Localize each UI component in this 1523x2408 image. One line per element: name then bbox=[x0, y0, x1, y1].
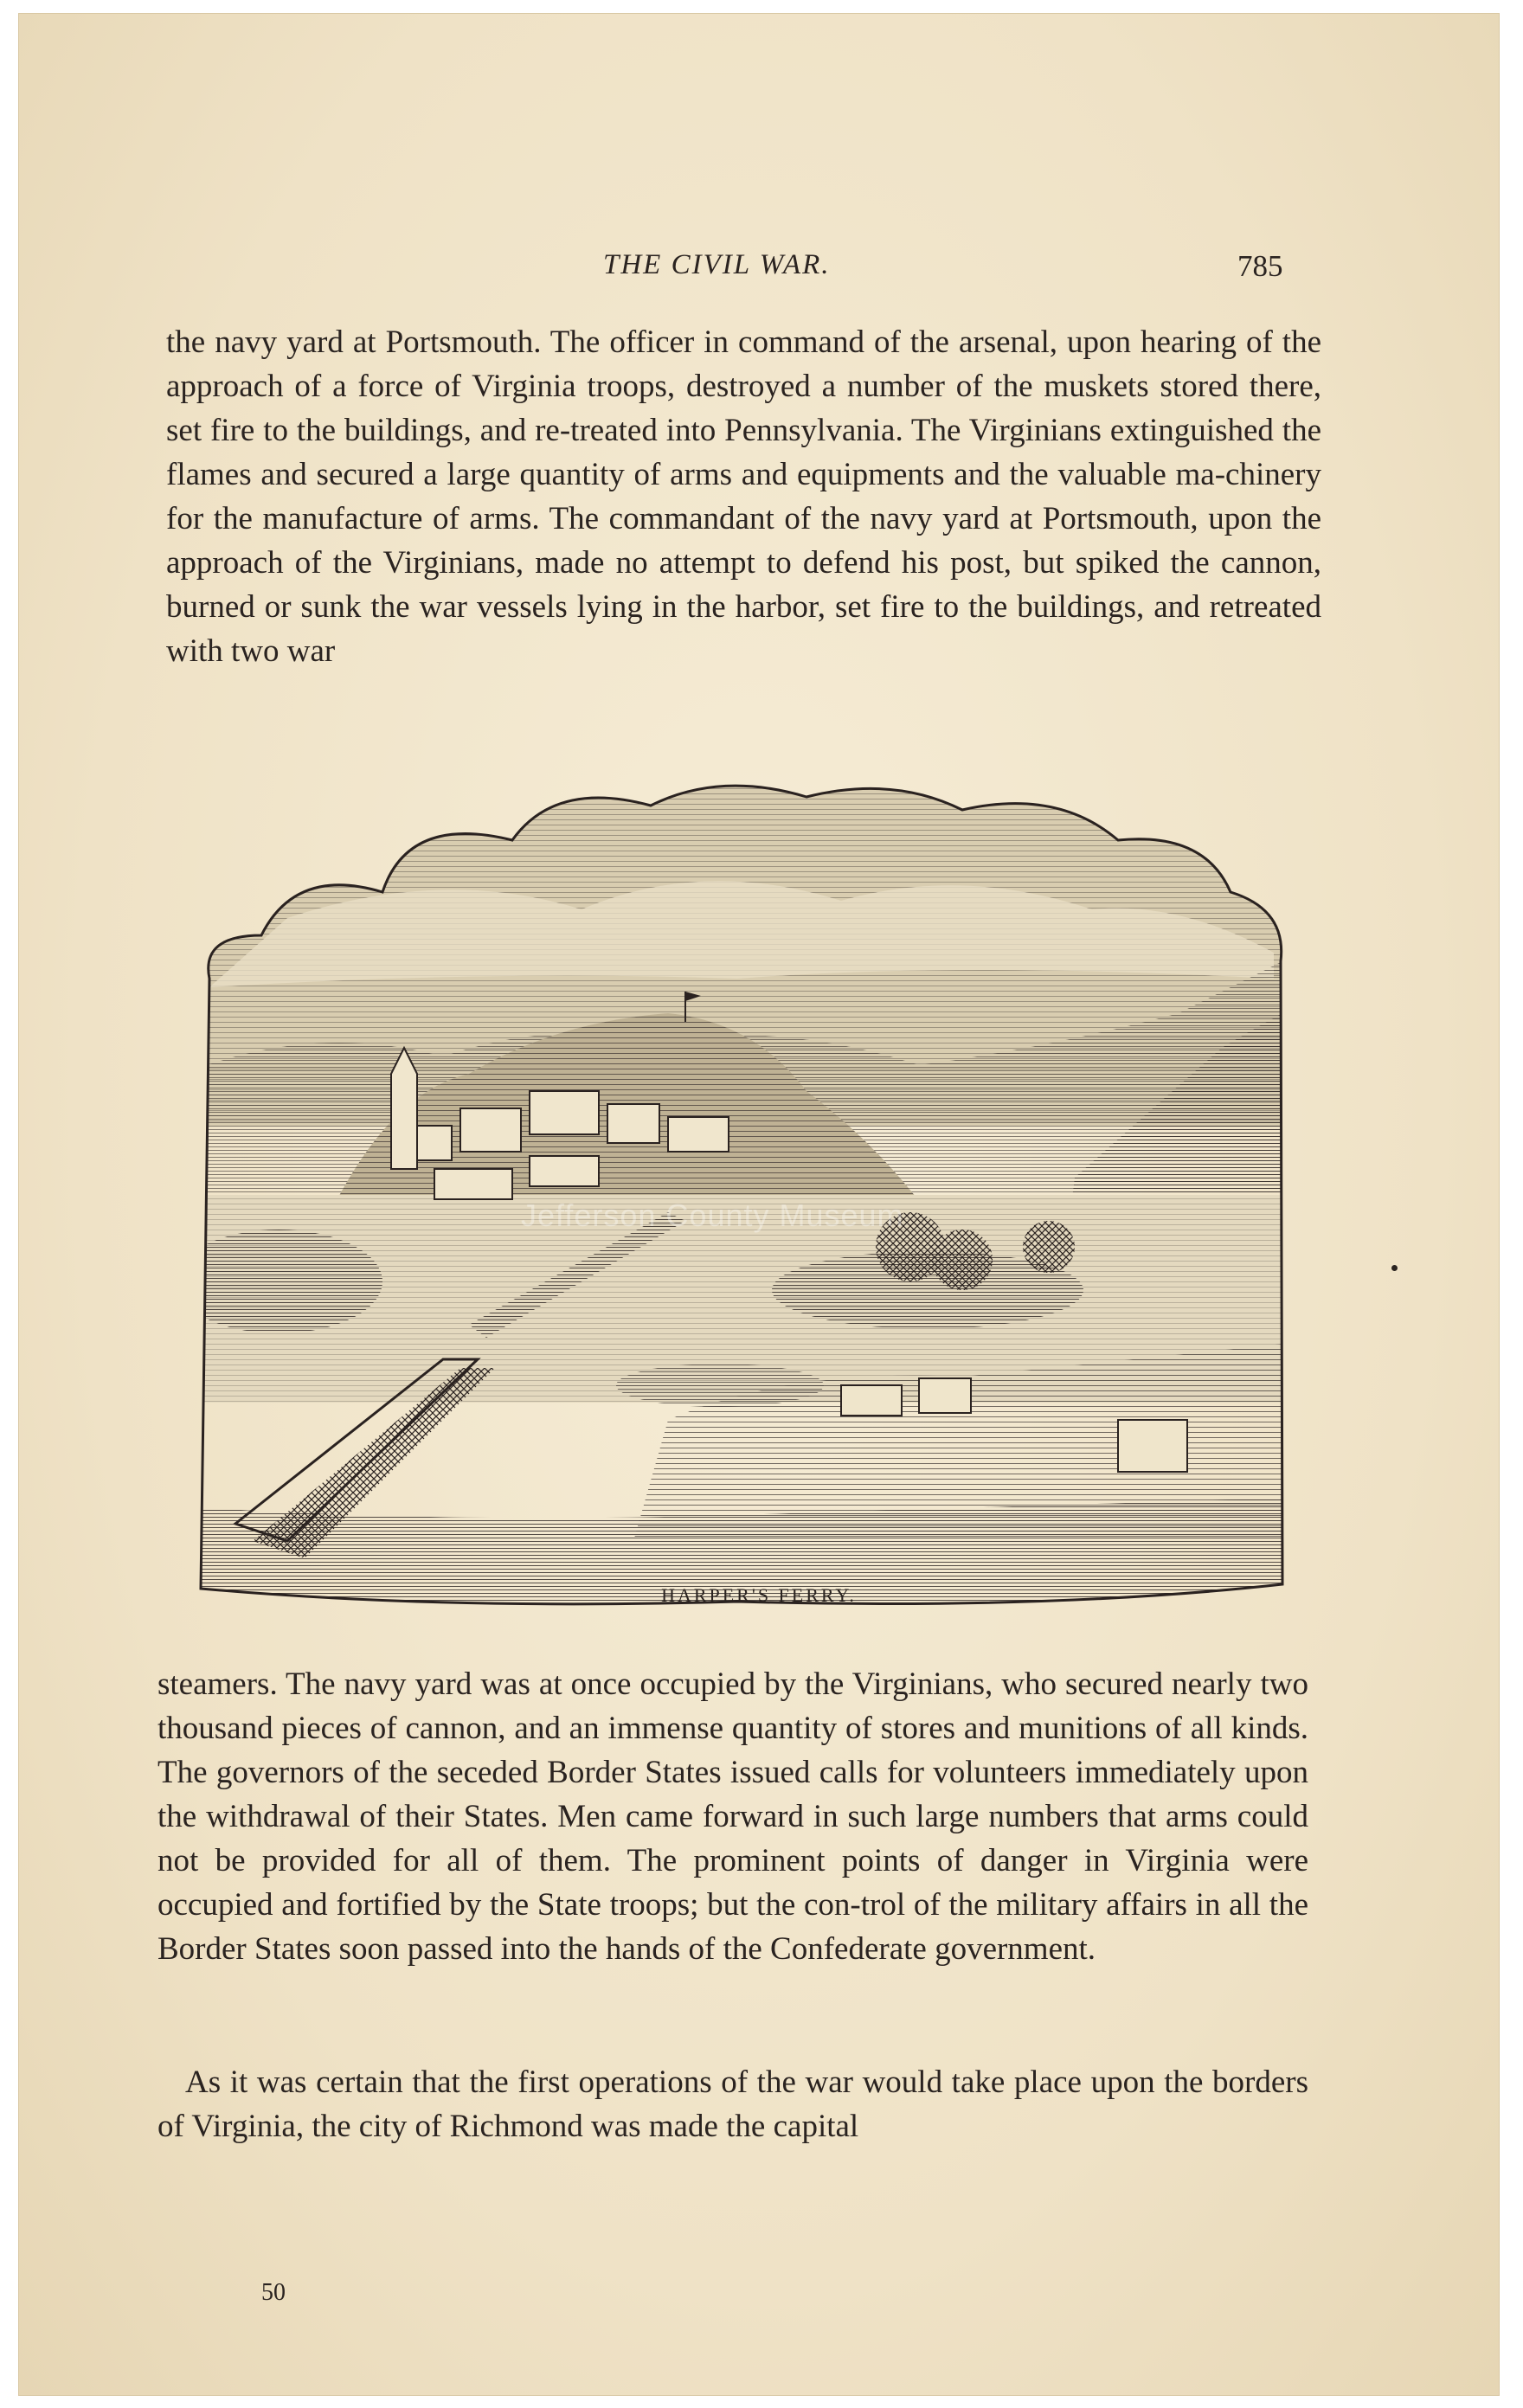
engraving-harpers-ferry bbox=[183, 762, 1300, 1610]
signature-mark: 50 bbox=[261, 2279, 286, 2306]
book-page bbox=[19, 14, 1499, 2395]
paragraph-2: steamers. The navy yard was at once occupied by the Virginians, who secured nearly two thousand pieces of cannon, and an immense quantity of stores and munitions of all kinds. The governors of the seceded Border States issued calls for volunteers immediately upon the withdrawal of their States. Men came forward in such large numbers that arms could not be provided for all of them. The prominent points of danger in Virginia were occupied and fortified by the State troops; but the con-trol of the military affairs in all the Border States soon passed into the hands of the Confederate government. bbox=[157, 1666, 1308, 1967]
paragraph-1: the navy yard at Portsmouth. The officer in command of the arsenal, upon hearing of the approach of a force of Virginia troops, destroyed a number of the muskets stored there, set fire to the buildings, and re-treated into Pennsylvania. The Virginians extinguished the flames and secured a large quantity of arms and equipments and the valuable ma-chinery for the manufacture of arms. The commandant of the navy yard at Portsmouth, upon the approach of the Virginians, made no attempt to defend his post, but spiked the cannon, burned or sunk the war vessels lying in the harbor, set fire to the buildings, and retreated with two war bbox=[166, 324, 1321, 669]
figure-caption: HARPER'S FERRY. bbox=[661, 1584, 857, 1606]
paragraph-3: As it was certain that the first operations of the war would take place upon the borders of Virginia, the city of Richmond was made the capital bbox=[157, 2064, 1308, 2144]
ink-speck bbox=[1391, 1265, 1398, 1271]
running-head bbox=[19, 249, 1499, 292]
museum-watermark: Jefferson County Museum bbox=[521, 1198, 904, 1233]
page-number: 785 bbox=[1237, 249, 1283, 283]
running-title: THE CIVIL WAR. bbox=[603, 249, 831, 280]
